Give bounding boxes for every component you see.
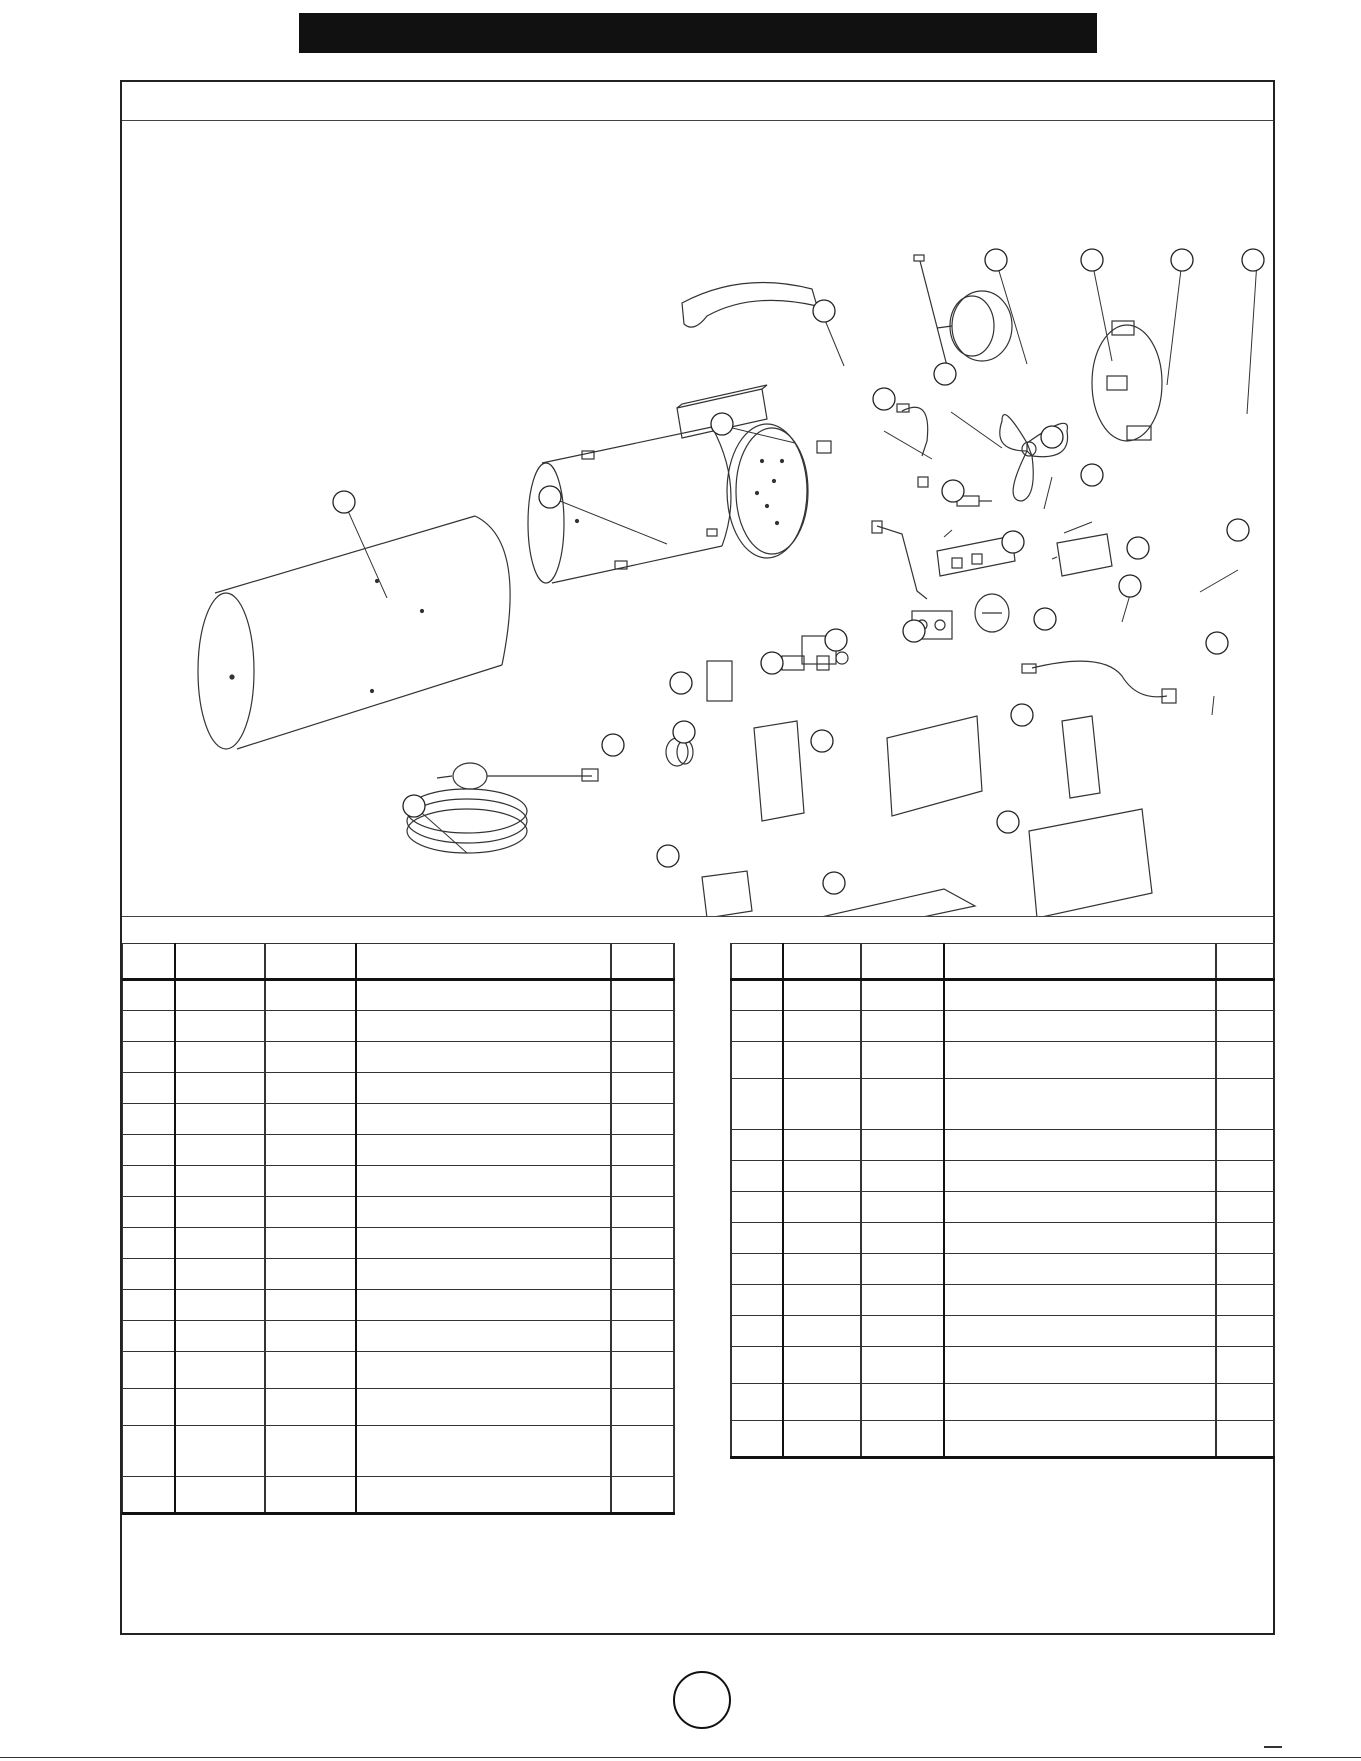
parts-list-band — [122, 916, 1273, 943]
table-row — [731, 1347, 1274, 1384]
table-cell — [356, 1389, 611, 1426]
callout-circle — [539, 486, 561, 508]
table-cell — [265, 1352, 356, 1389]
callout-circle — [1002, 531, 1024, 553]
footer-rule — [0, 1757, 1361, 1758]
callout-circle — [1011, 704, 1033, 726]
page-number-badge — [673, 1671, 731, 1729]
table-cell — [861, 1285, 944, 1316]
table-cell — [123, 980, 175, 1011]
table-cell — [611, 1135, 674, 1166]
callout-circle — [942, 480, 964, 502]
table-cell — [265, 1197, 356, 1228]
table-cell — [1216, 1079, 1274, 1130]
table-cell — [356, 1042, 611, 1073]
callout-circle — [1127, 537, 1149, 559]
table-cell — [175, 1197, 265, 1228]
table-cell — [944, 1042, 1216, 1079]
table-cell — [356, 980, 611, 1011]
table-cell — [265, 1135, 356, 1166]
table-cell — [265, 1477, 356, 1514]
table-cell — [861, 1011, 944, 1042]
table-cell — [611, 1389, 674, 1426]
table-cell — [175, 1426, 265, 1477]
table-cell — [356, 1321, 611, 1352]
callout-circle — [1242, 249, 1264, 271]
table-cell — [944, 980, 1216, 1011]
col-header — [861, 944, 944, 980]
table-cell — [861, 1130, 944, 1161]
regulator-hose — [407, 763, 598, 853]
table-cell — [861, 980, 944, 1011]
table-cell — [944, 1223, 1216, 1254]
table-row — [731, 1042, 1274, 1079]
table-cell — [265, 1259, 356, 1290]
table-cell — [123, 1135, 175, 1166]
table-cell — [123, 1321, 175, 1352]
table-cell — [611, 1197, 674, 1228]
burner-plate-disc — [727, 424, 808, 558]
thermocouple — [897, 404, 928, 456]
table-cell — [731, 1042, 783, 1079]
col-header — [265, 944, 356, 980]
table-cell — [731, 1285, 783, 1316]
col-header — [731, 944, 783, 980]
callout-circle — [903, 620, 925, 642]
table-row — [123, 1011, 674, 1042]
table-cell — [1216, 1347, 1274, 1384]
col-header — [944, 944, 1216, 980]
table-cell — [861, 1384, 944, 1421]
col-header — [611, 944, 674, 980]
table-cell — [175, 1228, 265, 1259]
table-cell — [123, 1259, 175, 1290]
table-cell — [1216, 1042, 1274, 1079]
table-row — [731, 1316, 1274, 1347]
table-row — [731, 1421, 1274, 1458]
table-row — [123, 1477, 674, 1514]
table-cell — [783, 1254, 861, 1285]
table-cell — [1216, 1421, 1274, 1458]
table-cell — [731, 980, 783, 1011]
table-row — [123, 1042, 674, 1073]
side-panel-front — [887, 716, 982, 816]
table-cell — [783, 1042, 861, 1079]
table-cell — [265, 1389, 356, 1426]
table-row — [123, 1352, 674, 1389]
table-cell — [944, 1130, 1216, 1161]
table-cell — [123, 1011, 175, 1042]
table-header-row — [731, 944, 1274, 980]
table-cell — [265, 1321, 356, 1352]
table-cell — [783, 1384, 861, 1421]
table-row — [123, 1104, 674, 1135]
table-cell — [783, 1347, 861, 1384]
table-cell — [175, 1389, 265, 1426]
table-cell — [1216, 1384, 1274, 1421]
table-cell — [944, 1192, 1216, 1223]
table-cell — [1216, 1161, 1274, 1192]
table-cell — [861, 1223, 944, 1254]
table-cell — [123, 1166, 175, 1197]
fitting-1 — [817, 441, 831, 453]
table-cell — [731, 1421, 783, 1458]
table-cell — [175, 1321, 265, 1352]
table-cell — [611, 1352, 674, 1389]
table-cell — [265, 1290, 356, 1321]
table-cell — [611, 1321, 674, 1352]
table-row — [123, 1259, 674, 1290]
col-header — [783, 944, 861, 980]
table-cell — [611, 980, 674, 1011]
parts-frame — [120, 80, 1275, 1635]
callout-circle — [711, 413, 733, 435]
table-cell — [861, 1316, 944, 1347]
table-cell — [611, 1290, 674, 1321]
table-cell — [611, 1166, 674, 1197]
callout-circle — [670, 672, 692, 694]
callout-circle — [1081, 464, 1103, 486]
table-cell — [731, 1130, 783, 1161]
table-cell — [1216, 1223, 1274, 1254]
table-cell — [944, 1421, 1216, 1458]
table-cell — [356, 1352, 611, 1389]
callout-circle — [1081, 249, 1103, 271]
page-title-bar — [299, 13, 1097, 53]
table-cell — [175, 980, 265, 1011]
table-cell — [265, 1426, 356, 1477]
table-cell — [611, 1073, 674, 1104]
table-row — [123, 980, 674, 1011]
table-cell — [731, 1254, 783, 1285]
table-cell — [861, 1042, 944, 1079]
table-cell — [731, 1161, 783, 1192]
exploded-parts-diagram — [122, 121, 1273, 916]
table-cell — [944, 1254, 1216, 1285]
table-cell — [731, 1384, 783, 1421]
table-cell — [944, 1161, 1216, 1192]
table-cell — [175, 1352, 265, 1389]
callout-circle — [761, 652, 783, 674]
table-row — [123, 1135, 674, 1166]
control-knob — [975, 594, 1009, 632]
parts-table-right — [730, 943, 1275, 1459]
table-row — [731, 1223, 1274, 1254]
col-header — [356, 944, 611, 980]
outer-shell-cylinder — [198, 516, 510, 749]
callout-circle — [673, 721, 695, 743]
table-cell — [356, 1135, 611, 1166]
table-cell — [175, 1042, 265, 1073]
table-cell — [1216, 1254, 1274, 1285]
callout-circle — [1041, 426, 1063, 448]
table-cell — [861, 1254, 944, 1285]
table-cell — [783, 1223, 861, 1254]
table-cell — [783, 1316, 861, 1347]
table-cell — [944, 1285, 1216, 1316]
nut — [836, 652, 848, 664]
table-cell — [123, 1389, 175, 1426]
col-header — [123, 944, 175, 980]
table-row — [123, 1073, 674, 1104]
table-cell — [123, 1228, 175, 1259]
table-cell — [356, 1197, 611, 1228]
table-cell — [783, 1192, 861, 1223]
table-cell — [356, 1073, 611, 1104]
table-cell — [731, 1316, 783, 1347]
table-cell — [944, 1347, 1216, 1384]
table-row — [123, 1228, 674, 1259]
power-cord — [1022, 661, 1176, 703]
table-cell — [731, 1011, 783, 1042]
callout-circle — [1119, 575, 1141, 597]
table-cell — [123, 1290, 175, 1321]
table-cell — [783, 1079, 861, 1130]
side-panel-left — [754, 721, 804, 821]
table-row — [731, 980, 1274, 1011]
handle — [682, 283, 817, 328]
table-cell — [731, 1079, 783, 1130]
table-cell — [611, 1228, 674, 1259]
table-cell — [861, 1347, 944, 1384]
table-cell — [123, 1197, 175, 1228]
parts-table-left — [122, 943, 675, 1515]
table-cell — [861, 1192, 944, 1223]
nipple-fitting — [782, 656, 804, 670]
callout-circle — [997, 811, 1019, 833]
table-row — [123, 1426, 674, 1477]
table-cell — [1216, 1130, 1274, 1161]
table-cell — [783, 980, 861, 1011]
table-row — [123, 1290, 674, 1321]
table-cell — [944, 1011, 1216, 1042]
small-bracket — [702, 871, 752, 916]
table-row — [731, 1011, 1274, 1042]
gas-tube — [872, 521, 927, 599]
callout-circle — [823, 872, 845, 894]
table-cell — [861, 1079, 944, 1130]
relay-box — [1052, 534, 1112, 576]
table-cell — [265, 1042, 356, 1073]
table-cell — [861, 1161, 944, 1192]
col-header — [175, 944, 265, 980]
table-row — [731, 1192, 1274, 1223]
callout-circle — [813, 300, 835, 322]
igniter-wire — [914, 255, 947, 366]
table-cell — [356, 1011, 611, 1042]
table-cell — [123, 1073, 175, 1104]
callout-circle — [1206, 632, 1228, 654]
table-cell — [265, 1166, 356, 1197]
table-cell — [123, 1426, 175, 1477]
table-cell — [175, 1135, 265, 1166]
table-cell — [123, 1104, 175, 1135]
table-cell — [123, 1477, 175, 1514]
table-cell — [1216, 1192, 1274, 1223]
table-cell — [356, 1228, 611, 1259]
motor — [937, 291, 1012, 361]
table-cell — [611, 1104, 674, 1135]
table-cell — [265, 980, 356, 1011]
table-row — [123, 1389, 674, 1426]
col-header — [1216, 944, 1274, 980]
table-cell — [731, 1223, 783, 1254]
table-row — [123, 1321, 674, 1352]
table-cell — [944, 1384, 1216, 1421]
motor-mount-ring — [1092, 321, 1162, 441]
callout-circle — [1034, 608, 1056, 630]
table-cell — [265, 1073, 356, 1104]
table-cell — [783, 1130, 861, 1161]
table-cell — [783, 1161, 861, 1192]
table-cell — [356, 1259, 611, 1290]
callout-circle — [602, 734, 624, 756]
callout-circle — [657, 845, 679, 867]
table-cell — [611, 1477, 674, 1514]
table-cell — [1216, 980, 1274, 1011]
callout-circle — [403, 795, 425, 817]
table-cell — [175, 1290, 265, 1321]
callout-circle — [985, 249, 1007, 271]
table-cell — [944, 1079, 1216, 1130]
table-row — [731, 1161, 1274, 1192]
callout-circle — [934, 363, 956, 385]
table-cell — [731, 1192, 783, 1223]
table-cell — [783, 1011, 861, 1042]
table-cell — [944, 1316, 1216, 1347]
callout-circle — [1227, 519, 1249, 541]
table-cell — [1216, 1011, 1274, 1042]
table-cell — [265, 1228, 356, 1259]
rear-panel — [1029, 809, 1152, 916]
table-cell — [611, 1259, 674, 1290]
table-cell — [175, 1104, 265, 1135]
table-cell — [356, 1104, 611, 1135]
table-cell — [265, 1104, 356, 1135]
table-row — [123, 1166, 674, 1197]
table-cell — [356, 1477, 611, 1514]
table-header-row — [123, 944, 674, 980]
table-row — [731, 1130, 1274, 1161]
table-cell — [861, 1421, 944, 1458]
table-cell — [1216, 1316, 1274, 1347]
callout-circle — [333, 491, 355, 513]
table-cell — [783, 1421, 861, 1458]
table-cell — [265, 1011, 356, 1042]
table-cell — [175, 1073, 265, 1104]
callout-circle — [873, 388, 895, 410]
table-cell — [356, 1290, 611, 1321]
footer-mark — [1264, 1746, 1282, 1748]
table-cell — [175, 1477, 265, 1514]
callout-circle — [811, 730, 833, 752]
table-row — [731, 1384, 1274, 1421]
table-cell — [175, 1259, 265, 1290]
callout-circle — [1171, 249, 1193, 271]
table-cell — [123, 1042, 175, 1073]
callout-circle — [825, 629, 847, 651]
table-cell — [611, 1426, 674, 1477]
table-cell — [175, 1166, 265, 1197]
base-tray — [817, 889, 975, 916]
table-cell — [783, 1285, 861, 1316]
table-row — [123, 1197, 674, 1228]
table-cell — [611, 1011, 674, 1042]
side-panel-right — [1062, 716, 1100, 798]
table-row — [731, 1254, 1274, 1285]
table-row — [731, 1285, 1274, 1316]
table-cell — [731, 1347, 783, 1384]
fitting-2 — [918, 477, 928, 487]
frame-header — [122, 82, 1273, 121]
table-cell — [123, 1352, 175, 1389]
capacitor — [707, 661, 732, 701]
table-cell — [611, 1042, 674, 1073]
table-cell — [1216, 1285, 1274, 1316]
table-row — [731, 1079, 1274, 1130]
table-cell — [356, 1166, 611, 1197]
table-cell — [356, 1426, 611, 1477]
table-cell — [175, 1011, 265, 1042]
